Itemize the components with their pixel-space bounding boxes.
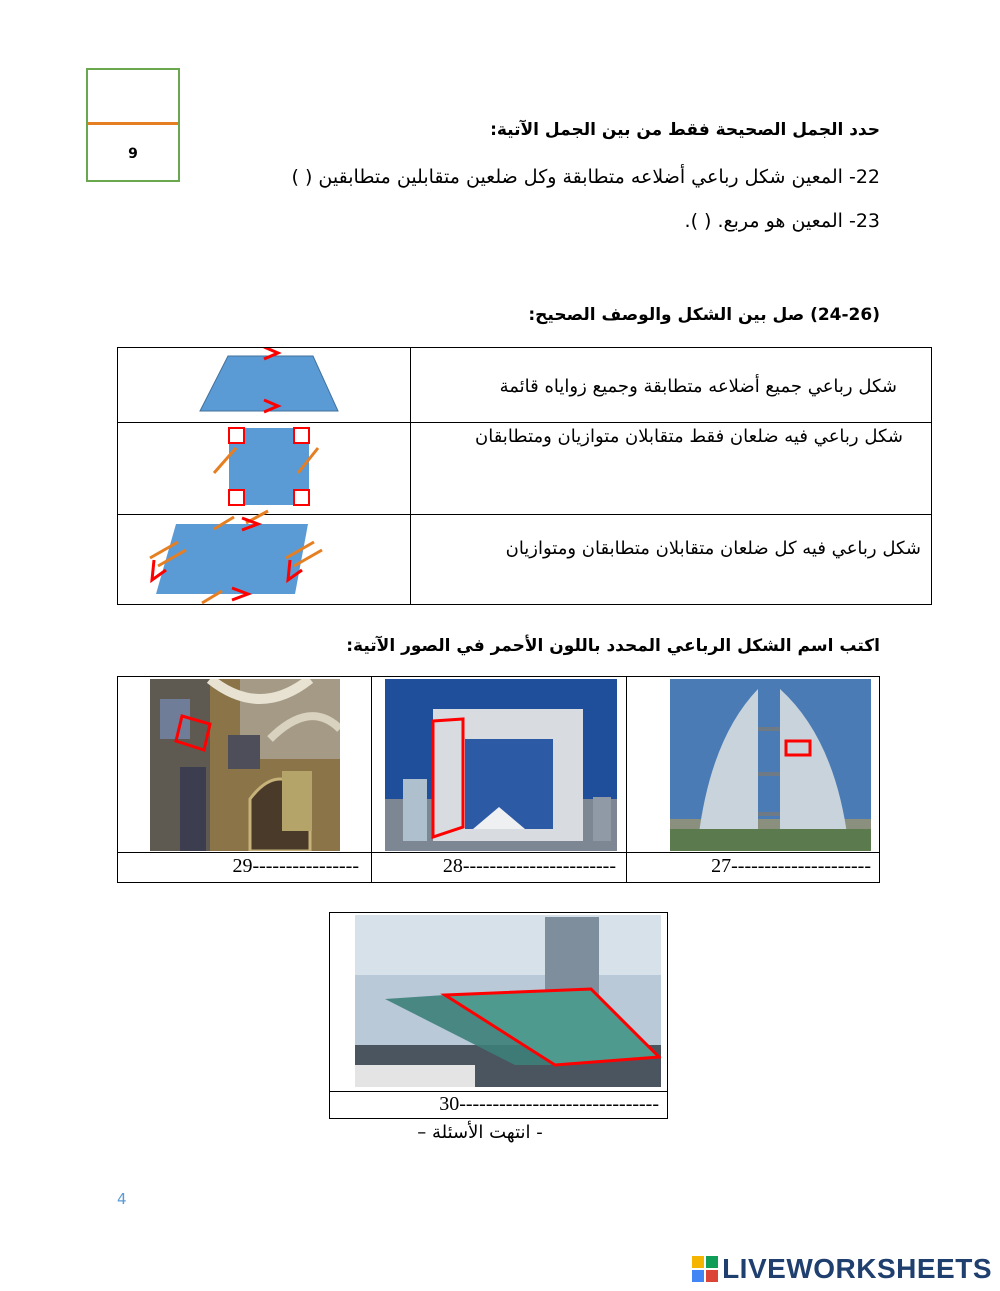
answer-29[interactable]: 29---------------- (232, 855, 359, 877)
square-shape[interactable] (214, 428, 318, 523)
photo-glass-building (355, 915, 661, 1087)
brand-name: LIVEWORKSHEETS (722, 1253, 992, 1284)
photo-table (117, 676, 880, 883)
answer-28[interactable]: 28----------------------- (442, 855, 616, 877)
matching-table (117, 347, 932, 605)
score-box (86, 68, 180, 182)
score-divider (88, 122, 178, 125)
answer-27[interactable]: 27--------------------- (711, 855, 871, 877)
description-1: شكل رباعي جميع أضلاعه متطابقة وجميع زواياه قائمة (499, 376, 897, 397)
photo-ornate-facade (150, 679, 340, 851)
photo-twin-towers (670, 679, 871, 851)
brand-logo (692, 1252, 992, 1286)
shapes-column (118, 348, 410, 606)
section1-heading: حدد الجمل الصحيحة فقط من بين الجمل الآتية: (490, 120, 880, 140)
end-note: - انتهت الأسئلة – (417, 1122, 543, 1143)
section3-heading: اكتب اسم الشكل الرباعي المحدد باللون الأحمر في الصور الآتية: (346, 636, 880, 656)
page-number: 4 (117, 1190, 127, 1208)
question-22: 22- المعين شكل رباعي أضلاعه متطابقة وكل ضلعين متقابلين متطابقين ( ) (291, 166, 880, 188)
question-23: 23- المعين هو مربع. ( ). (684, 210, 880, 232)
trapezoid-shape[interactable] (200, 348, 338, 412)
liveworksheets-icon (692, 1256, 718, 1282)
answer-30[interactable]: 30------------------------------ (439, 1093, 659, 1115)
description-3: شكل رباعي فيه كل ضلعان متقابلان متطابقان ومتوازيان (505, 538, 921, 559)
photo-30-box (329, 912, 668, 1119)
section2-heading: (24-26) صل بين الشكل والوصف الصحيح: (528, 305, 880, 325)
description-2: شكل رباعي فيه ضلعان فقط متقابلان متوازيان ومتطابقان (475, 426, 903, 447)
score-value: 9 (128, 146, 138, 162)
parallelogram-shape[interactable] (150, 517, 322, 603)
photo-grande-arche (385, 679, 617, 851)
